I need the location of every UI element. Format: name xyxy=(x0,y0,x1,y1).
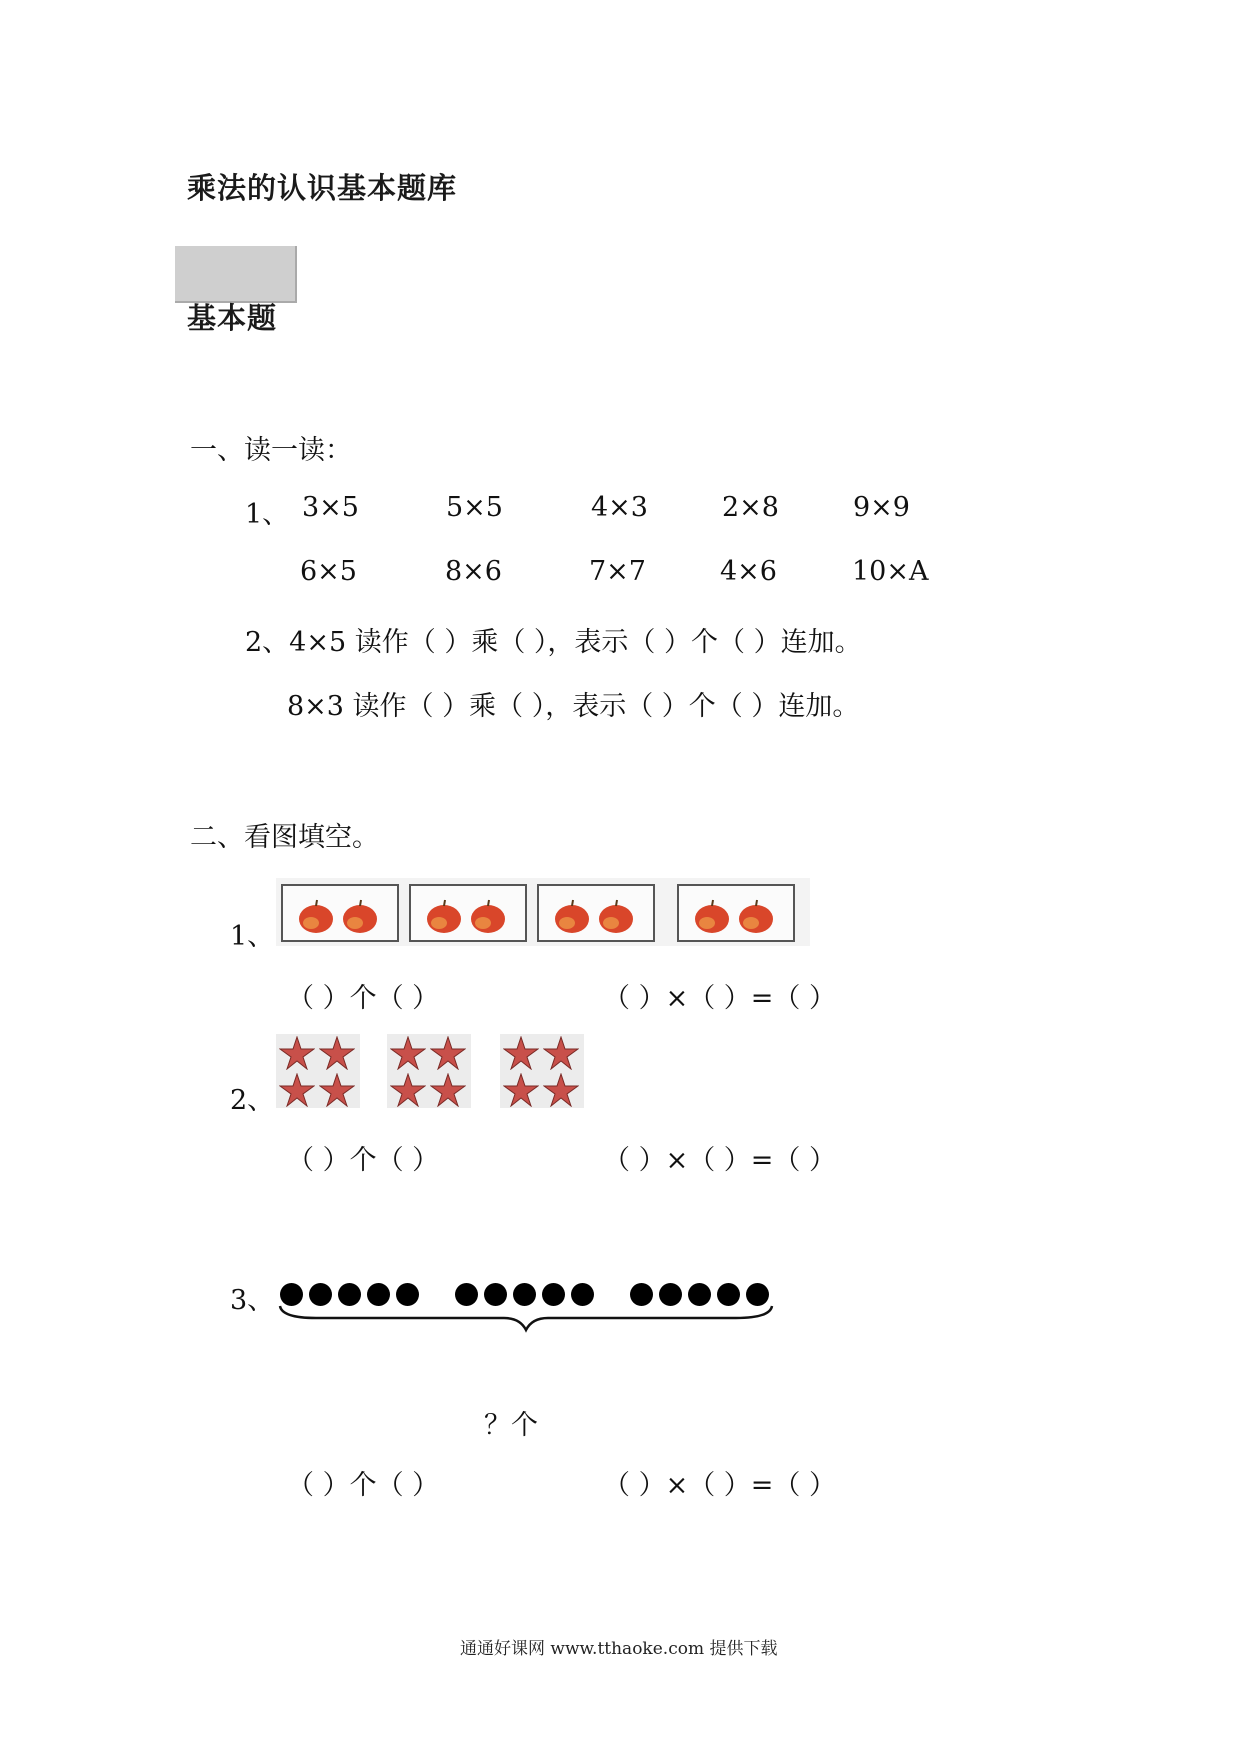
row1-expr: 4×3 xyxy=(591,492,648,523)
apple-icon xyxy=(553,898,591,934)
apple-group xyxy=(677,884,795,942)
star-icon xyxy=(279,1036,315,1070)
star-icon xyxy=(430,1036,466,1070)
star-group xyxy=(276,1034,360,1108)
apple-icon xyxy=(597,898,635,934)
star-group xyxy=(387,1034,471,1108)
apple-icon xyxy=(425,898,463,934)
part1-heading: 一、读一读： xyxy=(190,435,352,466)
q1-fill-left: （ ）个（ ） xyxy=(287,983,440,1014)
star-icon xyxy=(390,1036,426,1070)
row1-prefix: 1、 xyxy=(245,499,290,530)
star-icon xyxy=(503,1073,539,1107)
q2-line2: 8×3 读作（ ）乘（ ），表示（ ）个（ ）连加。 xyxy=(287,691,860,722)
row2-expr: 7×7 xyxy=(589,556,646,587)
row1-expr: 3×5 xyxy=(302,492,359,523)
row2-expr: 10×A xyxy=(852,556,929,587)
row2-expr: 6×5 xyxy=(300,556,357,587)
row1-expr: 9×9 xyxy=(853,492,910,523)
star-icon xyxy=(390,1073,426,1107)
star-icon xyxy=(319,1073,355,1107)
apple-picture xyxy=(276,878,810,946)
q3-fill-right: （ ）×（ ）=（ ） xyxy=(603,1470,836,1501)
question-mark-label: ？个 xyxy=(484,1410,538,1441)
q3-label: 3、 xyxy=(230,1285,275,1316)
apple-icon xyxy=(693,898,731,934)
apple-icon xyxy=(737,898,775,934)
star-icon xyxy=(543,1073,579,1107)
star-icon xyxy=(319,1036,355,1070)
row1-expr: 5×5 xyxy=(446,492,503,523)
row1-expr: 2×8 xyxy=(722,492,779,523)
part2-heading: 二、看图填空。 xyxy=(190,822,379,853)
q2-fill-right: （ ）×（ ）=（ ） xyxy=(603,1145,836,1176)
star-group xyxy=(500,1034,584,1108)
apple-icon xyxy=(297,898,335,934)
q1-label: 1、 xyxy=(230,921,275,952)
footer-text: 通通好课网 www.tthaoke.com 提供下载 xyxy=(460,1639,778,1659)
star-icon xyxy=(503,1036,539,1070)
row2-expr: 8×6 xyxy=(445,556,502,587)
row2-expr: 4×6 xyxy=(720,556,777,587)
q2-label: 2、 xyxy=(230,1085,275,1116)
page-title: 乘法的认识基本题库 xyxy=(187,171,458,205)
apple-group xyxy=(281,884,399,942)
apple-group xyxy=(409,884,527,942)
star-icon xyxy=(543,1036,579,1070)
section-heading: 基本题 xyxy=(187,301,278,335)
q3-fill-left: （ ）个（ ） xyxy=(287,1470,440,1501)
apple-icon xyxy=(341,898,379,934)
brace-icon xyxy=(276,1300,776,1334)
star-icon xyxy=(430,1073,466,1107)
apple-group xyxy=(537,884,655,942)
q2-line1: 2、4×5 读作（ ）乘（ ），表示（ ）个（ ）连加。 xyxy=(245,627,862,658)
star-icon xyxy=(279,1073,315,1107)
q1-fill-right: （ ）×（ ）=（ ） xyxy=(603,983,836,1014)
section-marker-box xyxy=(175,246,297,303)
apple-icon xyxy=(469,898,507,934)
q2-fill-left: （ ）个（ ） xyxy=(287,1145,440,1176)
